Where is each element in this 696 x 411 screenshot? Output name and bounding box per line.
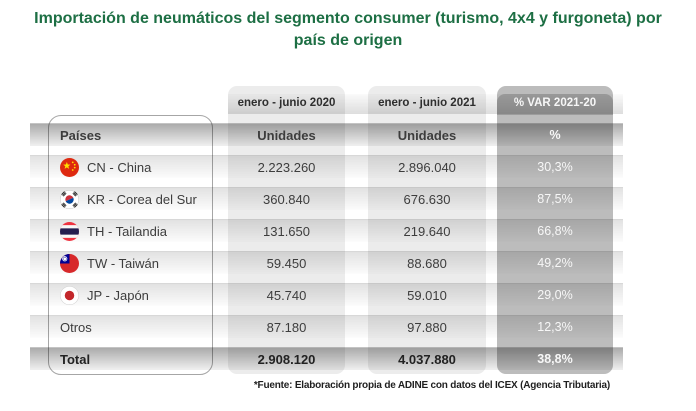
table-row-korea (30, 187, 623, 210)
country-cell: TW - Taiwán (87, 255, 159, 271)
total-units-2021-cell: 4.037.880 (398, 351, 456, 367)
units-2020-cell: 59.450 (266, 255, 307, 271)
units-2021-cell: 2.896.040 (398, 159, 456, 175)
units-2021-cell: 59.010 (407, 287, 447, 303)
countries-header: Países (60, 127, 102, 143)
flag-taiwan-icon (60, 254, 79, 273)
country-cell: CN - China (87, 159, 152, 175)
var-column-header: % VAR 2021-20 (513, 97, 597, 109)
var-cell: 66,8% (537, 224, 573, 238)
table-row-others (30, 315, 623, 338)
var-cell: 29,0% (537, 288, 573, 302)
percent-header: % (549, 128, 561, 142)
var-cell: 12,3% (537, 320, 573, 334)
table-row-china (30, 155, 623, 178)
units-2021-cell: 676.630 (403, 191, 451, 207)
country-cell: JP - Japón (87, 287, 149, 303)
table-rows (30, 94, 623, 370)
units-2020-cell: 360.840 (263, 191, 310, 207)
units-2021-cell: 97.880 (407, 319, 447, 335)
var-cell: 49,2% (537, 256, 573, 270)
units-2020-cell: 131.650 (263, 223, 310, 239)
flag-japan-icon (60, 286, 79, 305)
flag-china-icon (60, 158, 79, 177)
units-2020-header: Unidades (257, 127, 316, 143)
total-label: Total (60, 351, 91, 367)
units-2020-cell: 87.180 (266, 319, 307, 335)
flag-south-korea-icon (60, 190, 79, 209)
units-2021-cell: 219.640 (403, 223, 451, 239)
source-note: *Fuente: Elaboración propia de ADINE con datos del ICEX (Agencia Tributaria) (253, 380, 610, 391)
units-2021-cell: 88.680 (407, 255, 447, 271)
var-cell: 30,3% (537, 160, 573, 174)
import-table (30, 86, 623, 378)
units-2020-cell: 45.740 (266, 287, 307, 303)
country-cell: Otros (60, 319, 92, 335)
flag-thailand-icon (60, 222, 79, 241)
total-var-cell: 38,8% (537, 352, 573, 366)
total-units-2020-cell: 2.908.120 (257, 351, 316, 367)
table-row-taiwan (30, 251, 623, 274)
table-row-japan (30, 283, 623, 306)
period-2020-header: enero - junio 2020 (237, 97, 336, 109)
country-cell: TH - Tailandia (87, 223, 167, 239)
table-row-thailand (30, 219, 623, 242)
var-cell: 87,5% (537, 192, 573, 206)
country-cell: KR - Corea del Sur (87, 191, 197, 207)
table-row-total (30, 347, 623, 370)
column-header-row (30, 123, 623, 146)
page-title: Importación de neumáticos del segmento consumer (turismo, 4x4 y furgoneta) por país de origen (34, 10, 662, 50)
period-header-row (228, 94, 623, 114)
units-2020-cell: 2.223.260 (257, 159, 316, 175)
period-2021-header: enero - junio 2021 (378, 97, 476, 109)
units-2021-header: Unidades (397, 127, 457, 143)
